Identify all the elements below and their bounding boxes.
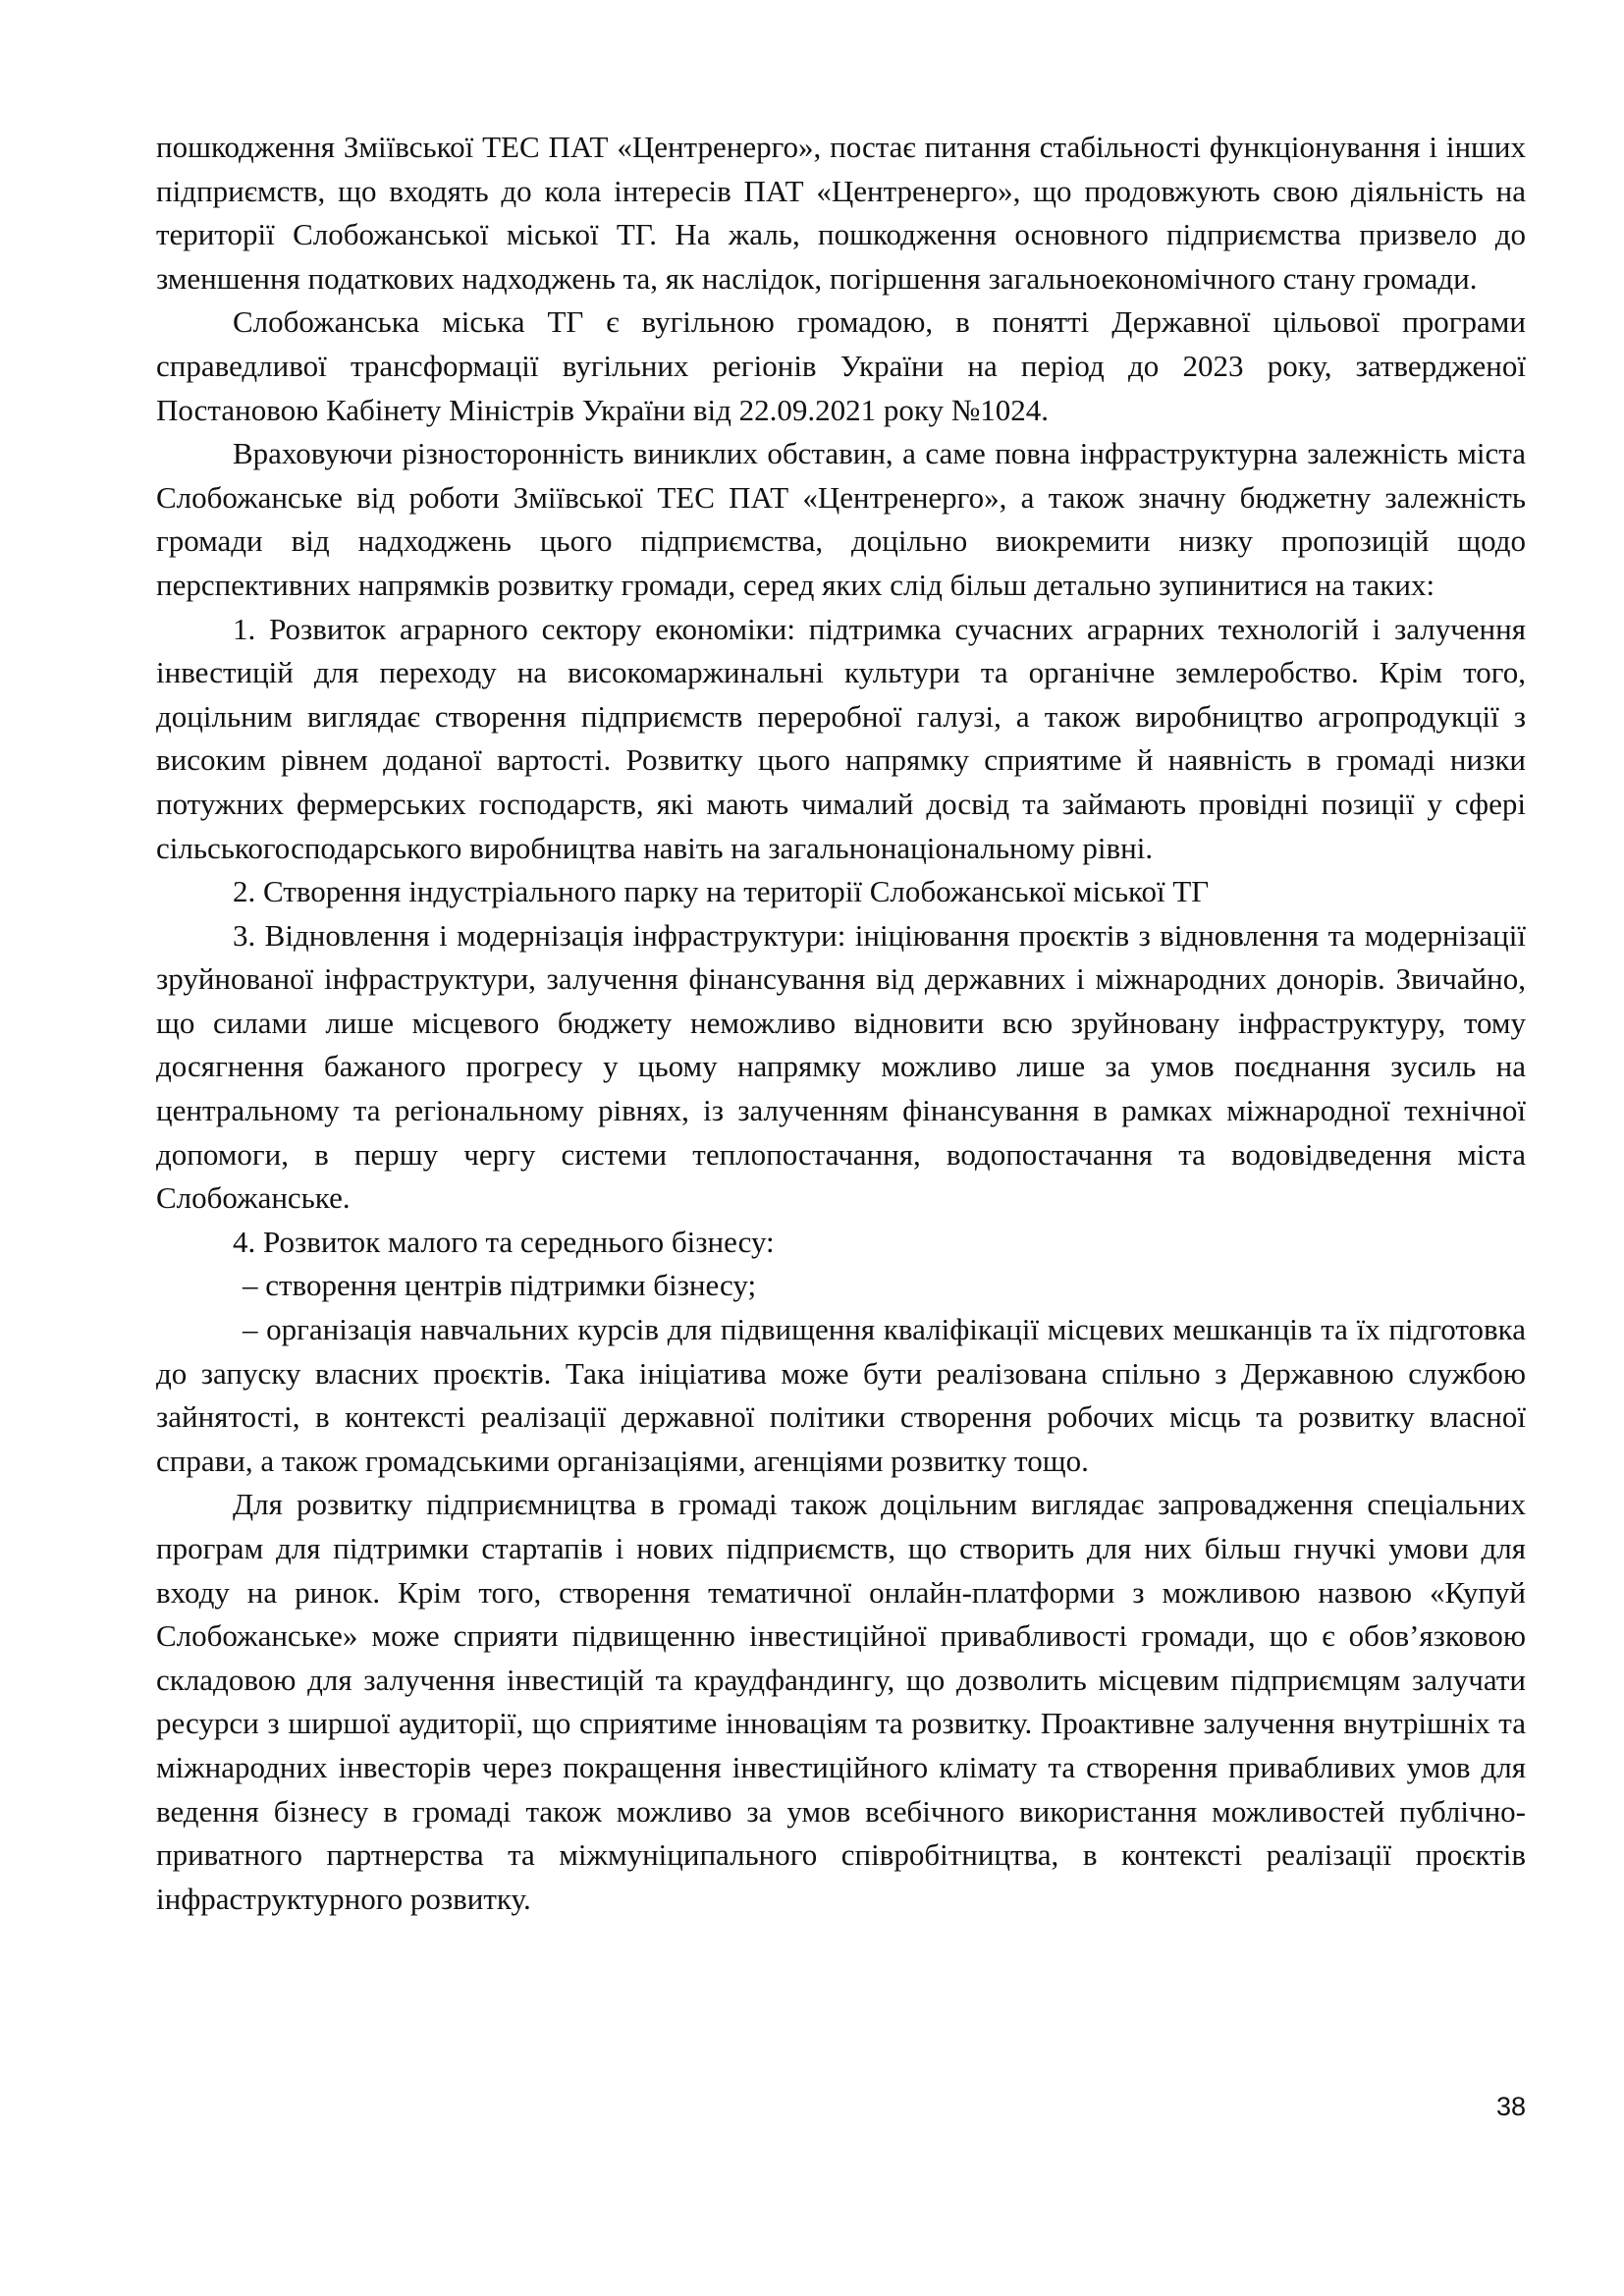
page-number: 38	[1495, 2092, 1526, 2121]
list-item-small-business: 4. Розвиток малого та середнього бізнесу:	[233, 1224, 775, 1259]
document-body	[156, 126, 1526, 1921]
list-item-industrial-park: 2. Створення індустріального парку на території Слобожанської міської ТГ	[233, 874, 1210, 909]
list-item-infrastructure: 3. Відновлення і модернізація інфраструктури: ініціювання проєктів з відновлення та модернізації зруйнованої інфраструктури, залучення фінансування від державних і міжнародних донорів. Звичайно, що силами лише місцевого бюджету неможливо відновити всю зруйновану інфраструктуру, тому досягнення бажаного прогресу у цьому напрямку можливо лише за умов поєднання зусиль на центральному та регіональному рівнях, із залученням фінансування в рамках міжнародної технічної допомоги, в першу чергу системи теплопостачання, водопостачання та водовідведення міста Слобожанське.	[156, 917, 1526, 1216]
dash-item-support-centers: – створення центрів підтримки бізнесу;	[243, 1268, 757, 1303]
paragraph-entrepreneurship: Для розвитку підприємництва в громаді також доцільним виглядає запровадження спеціальних програм для підтримки стартапів і нових підприємств, що створить для них більш гнучкі умови для входу на ринок. Крім того, створення тематичної онлайн-платформи з можливою назвою «Купуй Слобожанське» може сприяти підвищенню інвестиційної привабливості громади, що є обов’язковою складовою для залучення інвестицій та краудфандингу, що дозволить місцевим підприємцям залучати ресурси з ширшої аудиторії, що сприятиме інноваціям та розвитку. Проактивне залучення внутрішніх та міжнародних інвесторів через покращення інвестиційного клімату та створення привабливих умов для ведення бізнесу в громаді також можливо за умов всебічного використання можливостей публічно-приватного партнерства та міжмуніципального співробітництва, в контексті реалізації проєктів інфраструктурного розвитку.	[156, 1487, 1526, 1916]
paragraph-coal-community: Слобожанська міська ТГ є вугільною громадою, в понятті Державної цільової програми справедливої трансформації вугільних регіонів України на період до 2023 року, затвердженої Постановою Кабінету Міністрів України від 22.09.2021 року №1024.	[156, 304, 1526, 427]
dash-item-training-courses: – організація навчальних курсів для підвищення кваліфікації місцевих мешканців та їх підготовка до запуску власних проєктів. Така ініціатива може бути реалізована спільно з Державною службою зайнятості, в контексті реалізації державної політики створення робочих місць та розвитку власної справи, а також громадськими організаціями, агенціями розвитку тощо.	[156, 1312, 1526, 1478]
list-item-agriculture: 1. Розвиток аграрного сектору економіки: підтримка сучасних аграрних технологій і залучення інвестицій для переходу на високомаржинальні культури та органічне землеробство. Крім того, доцільним виглядає створення підприємств переробної галузі, а також виробництво агропродукції з високим рівнем доданої вартості. Розвитку цього напрямку сприятиме й наявність в громаді низки потужних фермерських господарств, які мають чималий досвід та займають провідні позиції у сфері сільськогосподарського виробництва навіть на загальнонаціональному рівні.	[156, 611, 1526, 865]
paragraph-continuation: пошкодження Зміївської ТЕС ПАТ «Центренерго», постає питання стабільності функціонування і інших підприємств, що входять до кола інтересів ПАТ «Центренерго», що продовжують свою діяльність на території Слобожанської міської ТГ. На жаль, пошкодження основного підприємства призвело до зменшення податкових надходжень та, як наслідок, погіршення загальноекономічного стану громади.	[156, 130, 1526, 296]
paragraph-development-directions: Враховуючи різносторонність виниклих обставин, а саме повна інфраструктурна залежність міста Слобожанське від роботи Зміївської ТЕС ПАТ «Центренерго», а також значну бюджетну залежність громади від надходжень цього підприємства, доцільно виокремити низку пропозицій щодо перспективних напрямків розвитку громади, серед яких слід більш детально зупинитися на таких:	[156, 436, 1526, 602]
